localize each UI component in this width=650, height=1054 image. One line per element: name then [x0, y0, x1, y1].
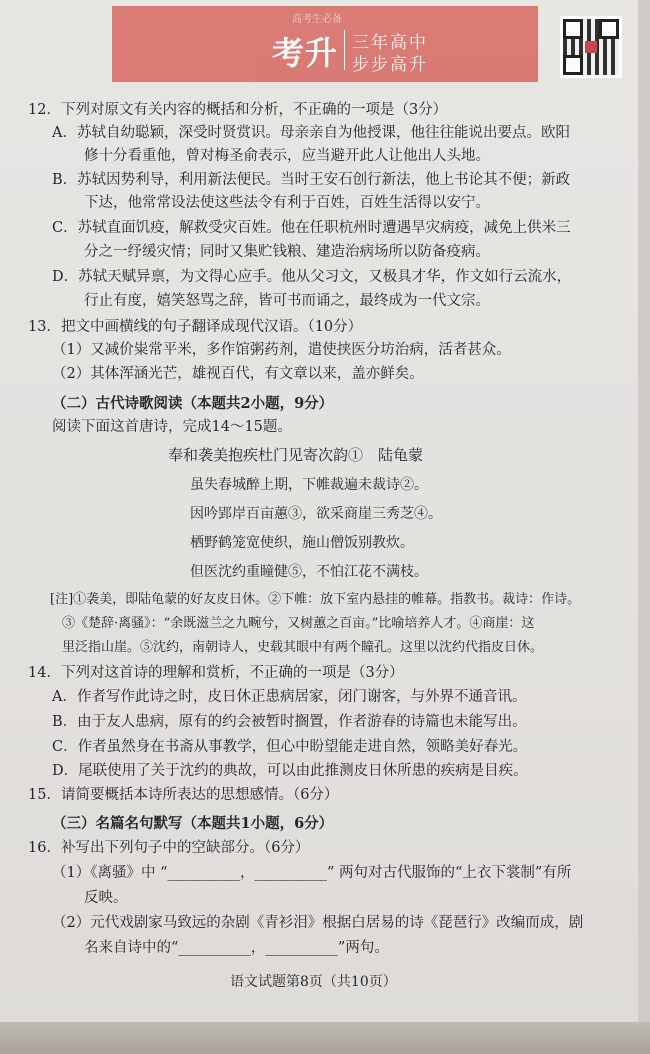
q16-item-1-cont: 反映。	[84, 890, 128, 906]
q12-option-c: C．苏轼直面饥疫，解救受灾百姓。他在任职杭州时遭遇旱灾病疫，减免上供米三	[52, 220, 571, 236]
poem-line-4: 但医沈约重瞳健⑤，不怕江花不满枝。	[190, 564, 428, 580]
poem-title: 奉和袭美抱疾杜门见寄次韵① 陆龟蒙	[168, 446, 424, 464]
poem-notes-3: 里泛指山崖。⑤沈约，南朝诗人，史载其眼中有两个瞳孔。这里以沈约代指皮日休。	[62, 640, 544, 655]
poem-line-2: 因吟郢岸百亩蕙③，欲采商崖三秀芝④。	[190, 506, 442, 522]
watermark-banner	[112, 6, 538, 82]
q14-option-a: A．作者写作此诗之时，皮日休正患病居家，闭门谢客，与外界不通音讯。	[52, 689, 527, 705]
q14-option-d: D．尾联使用了关于沈约的典故，可以由此推测皮日休所患的疾病是目疾。	[52, 763, 528, 779]
q12-option-a-cont: 修十分看重他，曾对梅圣俞表示，应当避开此人让他出人头地。	[84, 148, 490, 164]
poem-notes-1: [注]①袭美，即陆龟蒙的好友皮日休。②下帷：放下室内悬挂的帷幕。指教书。裁诗：作诗。	[50, 592, 581, 607]
q14-option-c: C．作者虽然身在书斋从事教学，但心中盼望能走进自然，领略美好春光。	[52, 739, 528, 755]
q12-option-d: D．苏轼天赋异禀，为文得心应手。他从父习文，又极具才华，作文如行云流水，	[52, 269, 572, 285]
q16-item-2: （2）元代戏剧家马致远的杂剧《青衫泪》根据白居易的诗《琵琶行》改编而成，剧	[52, 915, 584, 931]
q16-stem: 16．补写出下列句子中的空缺部分。（6分）	[28, 840, 310, 856]
page-footer: 语文试题第8页（共10页）	[230, 974, 397, 990]
poetry-instruction: 阅读下面这首唐诗，完成14～15题。	[52, 419, 292, 435]
q12-option-b-cont: 下达，他常常设法使这些法令有利于百姓，百姓生活得以安宁。	[84, 195, 490, 211]
q16-item-2-cont: 名来自诗中的“__________，__________”两句。	[84, 940, 389, 956]
q14-option-b: B．由于友人患病，原有的约会被暂时搁置，作者游春的诗篇也未能写出。	[52, 714, 527, 730]
page-edge-shadow	[0, 1022, 650, 1054]
q13-stem: 13．把文中画横线的句子翻译成现代汉语。（10分）	[28, 319, 363, 335]
q12-option-b: B．苏轼因势利导，利用新法便民。当时王安石创行新法，他上书论其不便；新政	[52, 172, 571, 188]
poem-line-3: 栖野鹤笼宽使织，施山僧饭别教炊。	[190, 535, 414, 551]
q12-option-c-cont: 分之一纾缓灾情；同时又集贮钱粮、建造治病场所以防备疫病。	[84, 244, 490, 260]
q13-sentence-1: （1）又减价粜常平米，多作馆粥药剂，遣使挟医分坊治病，活者甚众。	[52, 342, 511, 358]
poem-line-1: 虽失春城醉上期，下帷裁遍未裁诗②。	[190, 477, 428, 493]
poem-notes-2: ③《楚辞·离骚》：“余既滋兰之九畹兮，又树蕙之百亩。”比喻培养人才。④商崖：这	[62, 616, 535, 631]
qr-code-icon	[560, 16, 622, 78]
section-poetry-heading: （二）古代诗歌阅读（本题共2小题，9分）	[52, 395, 334, 412]
banner-mini-text: 高考生必备	[292, 14, 342, 25]
q12-option-d-cont: 行止有度，嬉笑怒骂之辞，皆可书而诵之，最终成为一代文宗。	[84, 293, 490, 309]
q12-option-a: A．苏轼自幼聪颖，深受时贤赏识。母亲亲自为他授课，他往往能说出要点。欧阳	[52, 125, 570, 141]
slogan-line-2: 步步高升	[352, 55, 428, 75]
brand-divider	[344, 30, 345, 70]
brand-logo: 考升	[272, 34, 339, 72]
q16-item-1: （1）《离骚》中 “__________，__________” 两句对古代服饰的“上衣下裳制”有所	[52, 865, 572, 881]
q13-sentence-2: （2）其体浑涵光芒，雄视百代，有文章以来，盖亦鲜矣。	[52, 366, 424, 382]
section-recitation-heading: （三）名篇名句默写（本题共1小题，6分）	[52, 815, 334, 832]
q14-stem: 14．下列对这首诗的理解和赏析，不正确的一项是（3分）	[28, 665, 404, 681]
q12-stem: 12．下列对原文有关内容的概括和分析，不正确的一项是（3分）	[28, 102, 448, 118]
slogan-line-1: 三年高中	[352, 33, 428, 53]
q15-stem: 15．请简要概括本诗所表达的思想感情。（6分）	[28, 787, 339, 803]
